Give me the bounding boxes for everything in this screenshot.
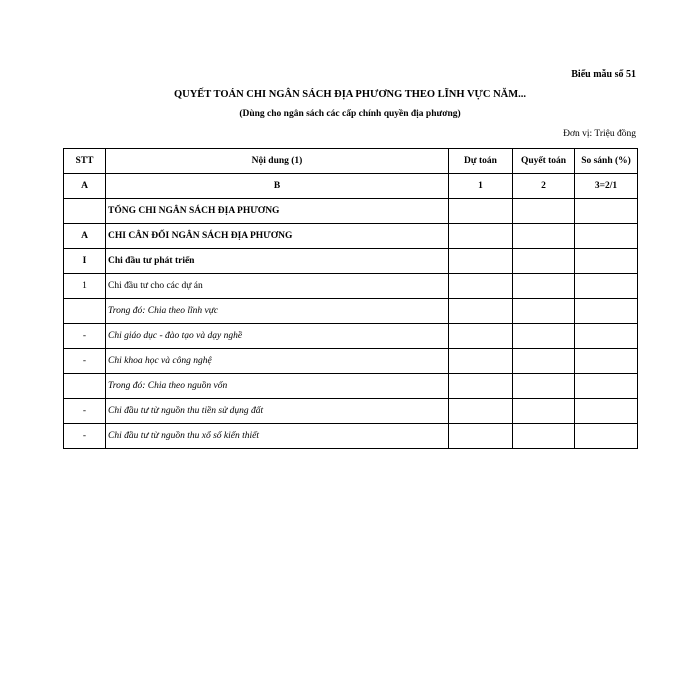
row-compare xyxy=(575,249,638,274)
report-subtitle: (Dùng cho ngân sách các cấp chính quyền địa phương) xyxy=(239,109,461,119)
table-row xyxy=(64,349,638,374)
row-compare xyxy=(575,349,638,374)
form-number: Biểu mẫu số 51 xyxy=(571,69,636,80)
row-stt: - xyxy=(64,424,106,449)
row-estimate xyxy=(449,399,513,424)
row-stt xyxy=(64,299,106,324)
row-compare xyxy=(575,424,638,449)
row-estimate xyxy=(449,199,513,224)
row-settlement xyxy=(513,224,575,249)
code-settlement: 2 xyxy=(513,174,575,199)
row-content: Trong đó: Chia theo lĩnh vực xyxy=(106,299,449,324)
row-estimate xyxy=(449,349,513,374)
table-row xyxy=(64,249,638,274)
row-content: Chi khoa học và công nghệ xyxy=(106,349,449,374)
row-compare xyxy=(575,324,638,349)
row-stt: - xyxy=(64,349,106,374)
row-compare xyxy=(575,199,638,224)
row-stt: A xyxy=(64,224,106,249)
row-stt: 1 xyxy=(64,274,106,299)
header-settlement: Quyết toán xyxy=(513,149,575,174)
table-row xyxy=(64,324,638,349)
header-compare: So sánh (%) xyxy=(575,149,638,174)
row-settlement xyxy=(513,299,575,324)
row-compare xyxy=(575,374,638,399)
header-content: Nội dung (1) xyxy=(106,149,449,174)
header-stt: STT xyxy=(64,149,106,174)
row-settlement xyxy=(513,249,575,274)
row-estimate xyxy=(449,274,513,299)
column-code-row xyxy=(64,174,638,199)
table-header-row xyxy=(64,149,638,174)
row-stt: - xyxy=(64,324,106,349)
row-estimate xyxy=(449,299,513,324)
row-estimate xyxy=(449,424,513,449)
row-stt: I xyxy=(64,249,106,274)
table-row xyxy=(64,399,638,424)
header-estimate: Dự toán xyxy=(449,149,513,174)
table-row xyxy=(64,224,638,249)
row-content: CHI CÂN ĐỐI NGÂN SÁCH ĐỊA PHƯƠNG xyxy=(106,224,449,249)
row-settlement xyxy=(513,399,575,424)
row-settlement xyxy=(513,199,575,224)
report-title: QUYẾT TOÁN CHI NGÂN SÁCH ĐỊA PHƯƠNG THEO LĨNH VỰC NĂM... xyxy=(173,89,527,100)
row-stt xyxy=(64,374,106,399)
row-estimate xyxy=(449,324,513,349)
row-settlement xyxy=(513,274,575,299)
row-compare xyxy=(575,399,638,424)
code-content: B xyxy=(106,174,449,199)
row-content: Chi đầu tư từ nguồn thu tiền sử dụng đất xyxy=(106,399,449,424)
code-stt: A xyxy=(64,174,106,199)
row-settlement xyxy=(513,349,575,374)
unit-label: Đơn vị: Triệu đồng xyxy=(563,129,636,139)
table-row xyxy=(64,374,638,399)
row-compare xyxy=(575,299,638,324)
budget-table xyxy=(63,148,638,449)
table-row xyxy=(64,274,638,299)
row-compare xyxy=(575,224,638,249)
row-content: TỔNG CHI NGÂN SÁCH ĐỊA PHƯƠNG xyxy=(106,199,449,224)
row-stt xyxy=(64,199,106,224)
table-row xyxy=(64,424,638,449)
row-content: Chi đầu tư từ nguồn thu xổ số kiến thiết xyxy=(106,424,449,449)
row-estimate xyxy=(449,249,513,274)
row-stt: - xyxy=(64,399,106,424)
row-settlement xyxy=(513,424,575,449)
row-content: Chi giáo dục - đào tạo và dạy nghề xyxy=(106,324,449,349)
code-compare: 3=2/1 xyxy=(575,174,638,199)
row-settlement xyxy=(513,374,575,399)
table-row xyxy=(64,199,638,224)
code-estimate: 1 xyxy=(449,174,513,199)
row-compare xyxy=(575,274,638,299)
row-content: Chi đầu tư phát triển xyxy=(106,249,449,274)
row-settlement xyxy=(513,324,575,349)
row-estimate xyxy=(449,224,513,249)
row-estimate xyxy=(449,374,513,399)
table-row xyxy=(64,299,638,324)
row-content: Chi đầu tư cho các dự án xyxy=(106,274,449,299)
row-content: Trong đó: Chia theo nguồn vốn xyxy=(106,374,449,399)
